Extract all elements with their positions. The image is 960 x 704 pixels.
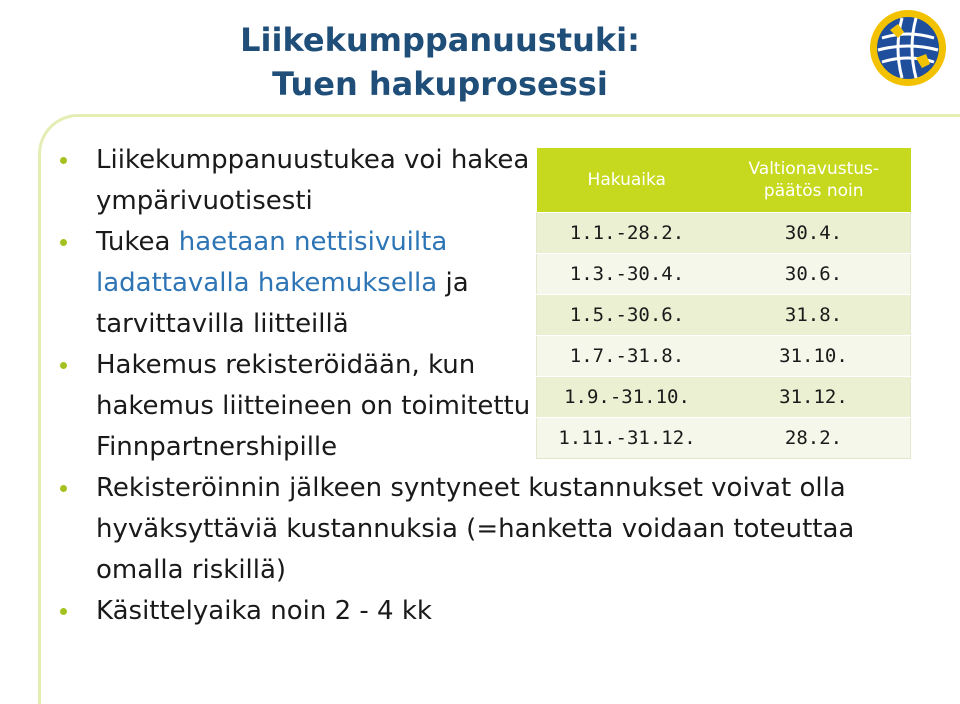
table-cell-period: 1.9.-31.10. <box>537 377 718 418</box>
table-cell-decision: 30.6. <box>717 254 911 295</box>
page-title <box>190 18 690 106</box>
table-cell-decision: 31.10. <box>717 336 911 377</box>
bullet-dot-icon <box>60 362 67 369</box>
bullet-text-4: Rekisteröinnin jälkeen syntyneet kustannukset voivat olla hyväksyttäviä kustannuksia (=hanketta voidaan toteuttaa omalla riskillä) <box>96 473 855 585</box>
bullet-text-2-suffix: ja tarvittavilla liitteillä <box>96 268 469 339</box>
table-cell-decision: 31.8. <box>717 295 911 336</box>
table-cell-period: 1.5.-30.6. <box>537 295 718 336</box>
header-application-period: Hakuaika <box>537 148 718 213</box>
table-row <box>537 377 911 418</box>
table-cell-period: 1.11.-31.12. <box>537 418 718 459</box>
bullet-item-5 <box>60 591 940 632</box>
table-row <box>537 254 911 295</box>
bullet-text-2-prefix: Tukea <box>96 227 179 257</box>
table-cell-decision: 31.12. <box>717 377 911 418</box>
bullet-text-3: Hakemus rekisteröidään, kun hakemus liitteineen on toimitettu Finnpartnershipille <box>96 350 531 462</box>
table-row <box>537 336 911 377</box>
schedule-table <box>536 148 911 459</box>
table-cell-decision: 28.2. <box>717 418 911 459</box>
header-decision-date: Valtionavustus-päätös noin <box>717 148 911 213</box>
bullet-dot-icon <box>60 157 67 164</box>
table-cell-period: 1.3.-30.4. <box>537 254 718 295</box>
title-line-2: Tuen hakuprosessi <box>272 65 608 103</box>
bullet-item-2 <box>60 222 546 345</box>
table-row <box>537 418 911 459</box>
bullet-item-3 <box>60 345 546 468</box>
globe-logo-icon <box>868 8 948 88</box>
bullet-dot-icon <box>60 485 67 492</box>
bullet-text-1: Liikekumppanuustukea voi hakea ympärivuotisesti <box>96 145 530 216</box>
table-header-row <box>537 148 911 213</box>
bullet-item-1 <box>60 140 546 222</box>
table-row <box>537 295 911 336</box>
application-download-link[interactable]: haetaan nettisivuilta ladattavalla hakemuksella <box>96 227 448 298</box>
bullet-dot-icon <box>60 239 67 246</box>
title-line-1: Liikekumppanuustuki: <box>240 21 640 59</box>
table-cell-period: 1.1.-28.2. <box>537 213 718 254</box>
bullet-dot-icon <box>60 608 67 615</box>
table-cell-period: 1.7.-31.8. <box>537 336 718 377</box>
bullet-text-5: Käsittelyaika noin 2 - 4 kk <box>96 596 432 626</box>
bullet-item-4 <box>60 468 876 591</box>
table-cell-decision: 30.4. <box>717 213 911 254</box>
table-row <box>537 213 911 254</box>
